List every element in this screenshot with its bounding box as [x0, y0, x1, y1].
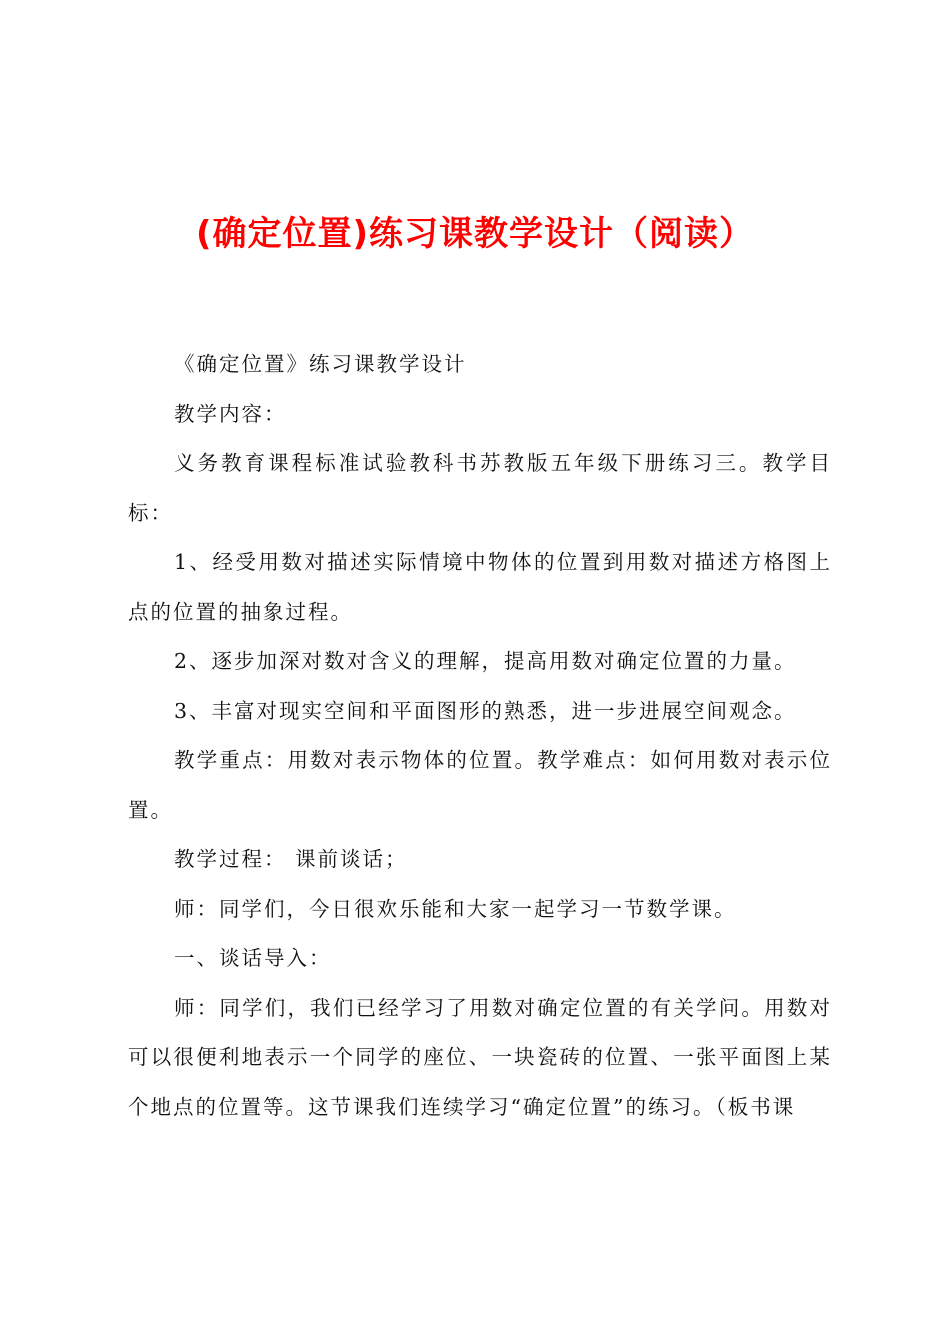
- document-body: [128, 340, 832, 1132]
- paragraph-key-points: 教学重点：用数对表示物体的位置。教学难点：如何用数对表示位置。: [128, 748, 832, 822]
- paragraph-objective-3: 3、丰富对现实空间和平面图形的熟悉，进一步进展空间观念。: [174, 698, 797, 723]
- paragraph-objective-2: 2、逐步加深对数对含义的理解，提高用数对确定位置的力量。: [174, 649, 797, 673]
- paragraph-teaching-content-heading: 教学内容：: [174, 401, 287, 426]
- paragraph-section-intro-heading: 一、谈话导入：: [174, 946, 332, 970]
- paragraph-teacher-intro: 师：同学们，我们已经学习了用数对确定位置的有关学问。用数对可以很便利地表示一个同学的座位、一块瓷砖的位置、一张平面图上某个地点的位置等。这节课我们连续学习“确定位置”的练习。（板书课: [128, 995, 832, 1119]
- paragraph-teacher-greeting: 师：同学们，今日很欢乐能和大家一起学习一节数学课。: [174, 896, 737, 921]
- paragraph-process-heading: 教学过程： 课前谈话；: [174, 847, 408, 871]
- document-title: (确定位置)练习课教学设计（阅读）: [195, 214, 755, 254]
- paragraph-teaching-content: 义务教育课程标准试验教科书苏教版五年级下册练习三。教学目标：: [128, 451, 832, 525]
- paragraph-objective-1: 1、经受用数对描述实际情境中物体的位置到用数对描述方格图上点的位置的抽象过程。: [128, 550, 832, 624]
- paragraph-subtitle: 《确定位置》练习课教学设计: [174, 352, 467, 376]
